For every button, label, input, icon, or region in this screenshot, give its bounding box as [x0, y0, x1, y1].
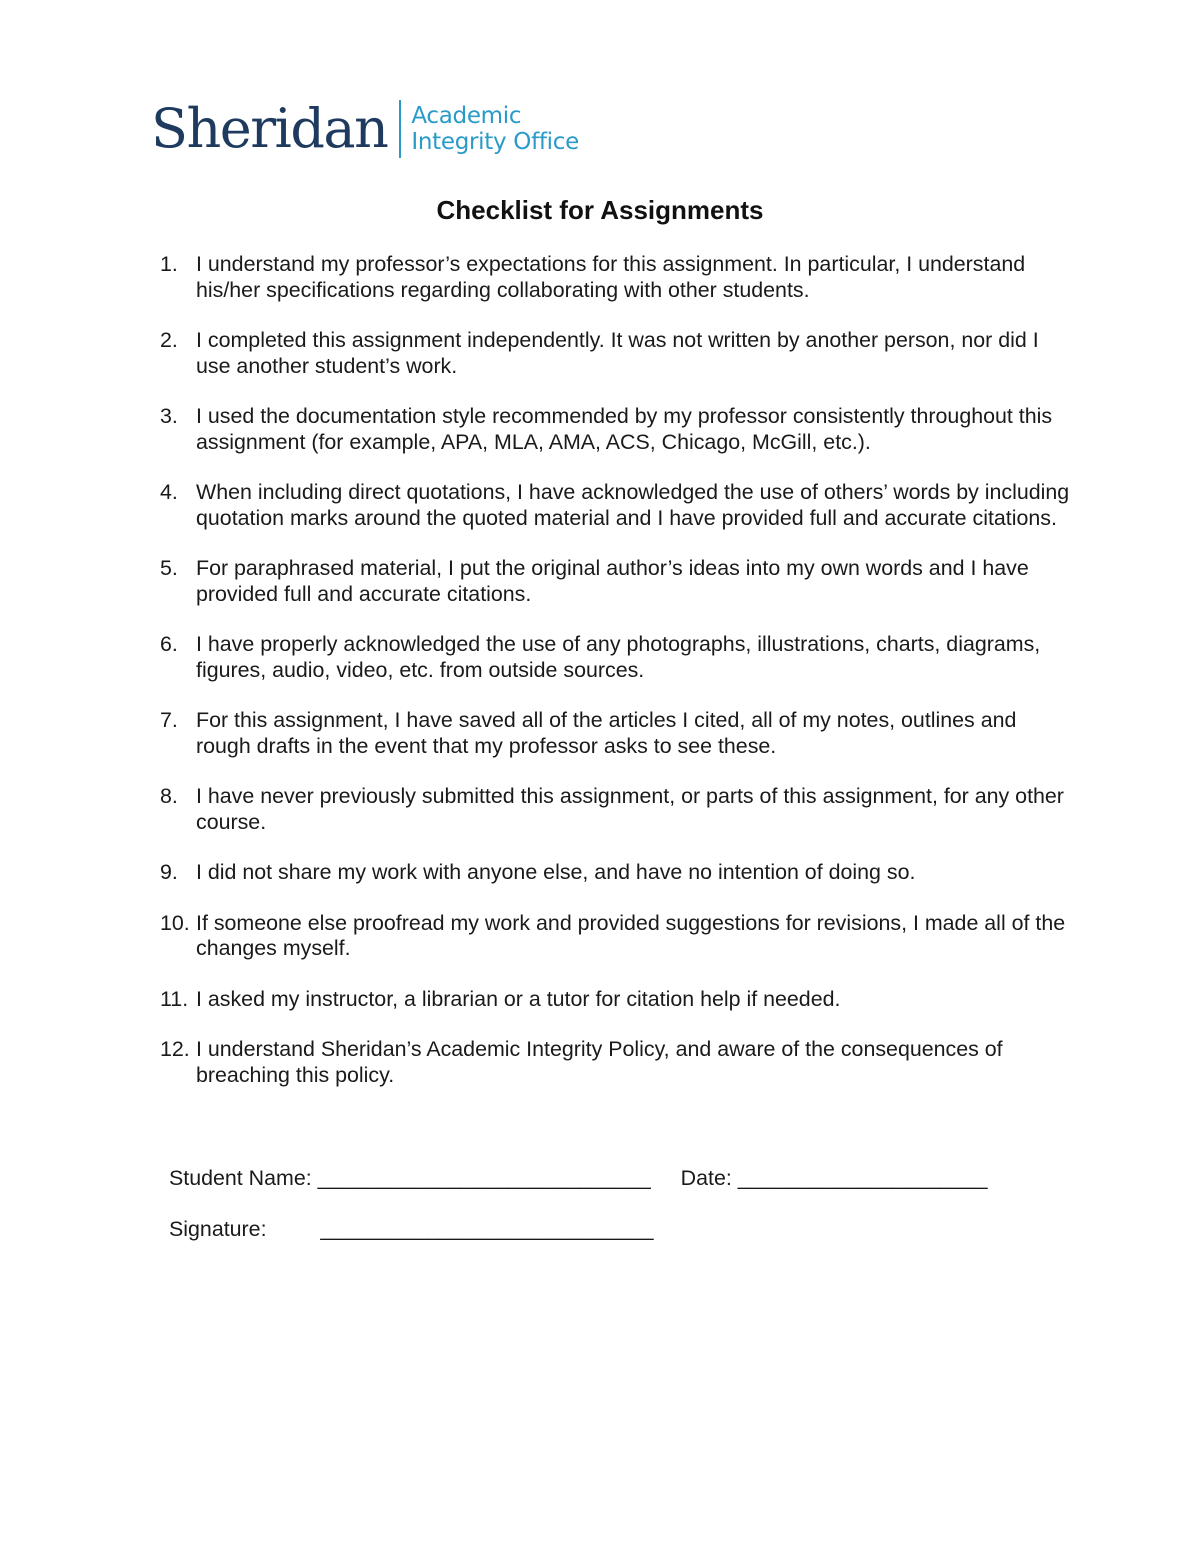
item-number: 6.	[160, 632, 178, 656]
item-number: 10.	[160, 910, 190, 935]
item-number: 11.	[160, 986, 189, 1011]
page-title: Checklist for Assignments	[436, 195, 764, 225]
item-number: 7.	[160, 708, 178, 732]
logo-subtitle-line2: Integrity Office	[411, 129, 579, 155]
checklist-item	[160, 708, 1070, 759]
item-text: I have properly acknowledged the use of any photographs, illustrations, charts, diagrams, figures, audio, video, etc. from outside sources.	[196, 632, 1041, 682]
checklist-item	[160, 987, 1070, 1013]
checklist-item	[160, 404, 1070, 455]
signature-line[interactable]: ____________________________	[320, 1217, 654, 1241]
item-number: 8.	[160, 784, 178, 808]
checklist-item	[160, 556, 1070, 607]
item-number: 1.	[160, 252, 178, 276]
signature-row	[169, 1217, 654, 1242]
date-line[interactable]: _____________________	[737, 1166, 988, 1190]
checklist-item	[160, 480, 1070, 531]
item-text: For this assignment, I have saved all of the articles I cited, all of my notes, outlines and rough drafts in the event that my professor asks to see these.	[196, 708, 1017, 758]
name-date-row	[169, 1166, 988, 1191]
item-text: When including direct quotations, I have acknowledged the use of others’ words by including quotation marks around the quoted material and I have provided full and accurate citations.	[196, 480, 1070, 530]
item-number: 9.	[160, 860, 178, 884]
item-text: I understand my professor’s expectations for this assignment. In particular, I understand his/her specifications regarding collaborating with other students.	[196, 252, 1026, 302]
signature-label: Signature:	[169, 1217, 267, 1241]
item-number: 3.	[160, 404, 178, 428]
item-text: If someone else proofread my work and provided suggestions for revisions, I made all of the changes myself.	[196, 910, 1066, 960]
item-text: I completed this assignment independently. It was not written by another person, nor did I use another student’s work.	[196, 328, 1039, 378]
checklist-item	[160, 632, 1070, 683]
item-number: 5.	[160, 556, 178, 580]
item-text: I have never previously submitted this assignment, or parts of this assignment, for any other course.	[196, 784, 1064, 834]
item-text: I asked my instructor, a librarian or a tutor for citation help if needed.	[196, 986, 841, 1011]
checklist-item	[160, 860, 1070, 886]
checklist-item	[160, 911, 1070, 962]
item-text: For paraphrased material, I put the original author’s ideas into my own words and I have provided full and accurate citations.	[196, 556, 1029, 606]
item-text: I used the documentation style recommended by my professor consistently throughout this assignment (for example, APA, MLA, AMA, ACS, Chicago, McGill, etc.).	[196, 404, 1053, 454]
student-name-line[interactable]: ____________________________	[317, 1166, 651, 1190]
logo-subtitle	[411, 103, 579, 155]
logo-divider	[399, 100, 401, 158]
item-text: I did not share my work with anyone else, and have no intention of doing so.	[196, 860, 916, 884]
checklist-item	[160, 1037, 1070, 1088]
item-number: 4.	[160, 480, 178, 504]
checklist-item	[160, 252, 1070, 303]
item-number: 12.	[160, 1037, 190, 1061]
sheridan-logo	[151, 98, 579, 160]
item-text: I understand Sheridan’s Academic Integrity Policy, and aware of the consequences of breaching this policy.	[196, 1037, 1003, 1087]
logo-wordmark: Sheridan	[151, 97, 388, 160]
logo-subtitle-line1: Academic	[411, 103, 522, 129]
checklist-item	[160, 784, 1070, 835]
checklist	[160, 252, 1070, 1113]
item-number: 2.	[160, 328, 178, 352]
checklist-item	[160, 328, 1070, 379]
student-name-label: Student Name:	[169, 1166, 312, 1190]
date-label: Date:	[680, 1166, 732, 1190]
